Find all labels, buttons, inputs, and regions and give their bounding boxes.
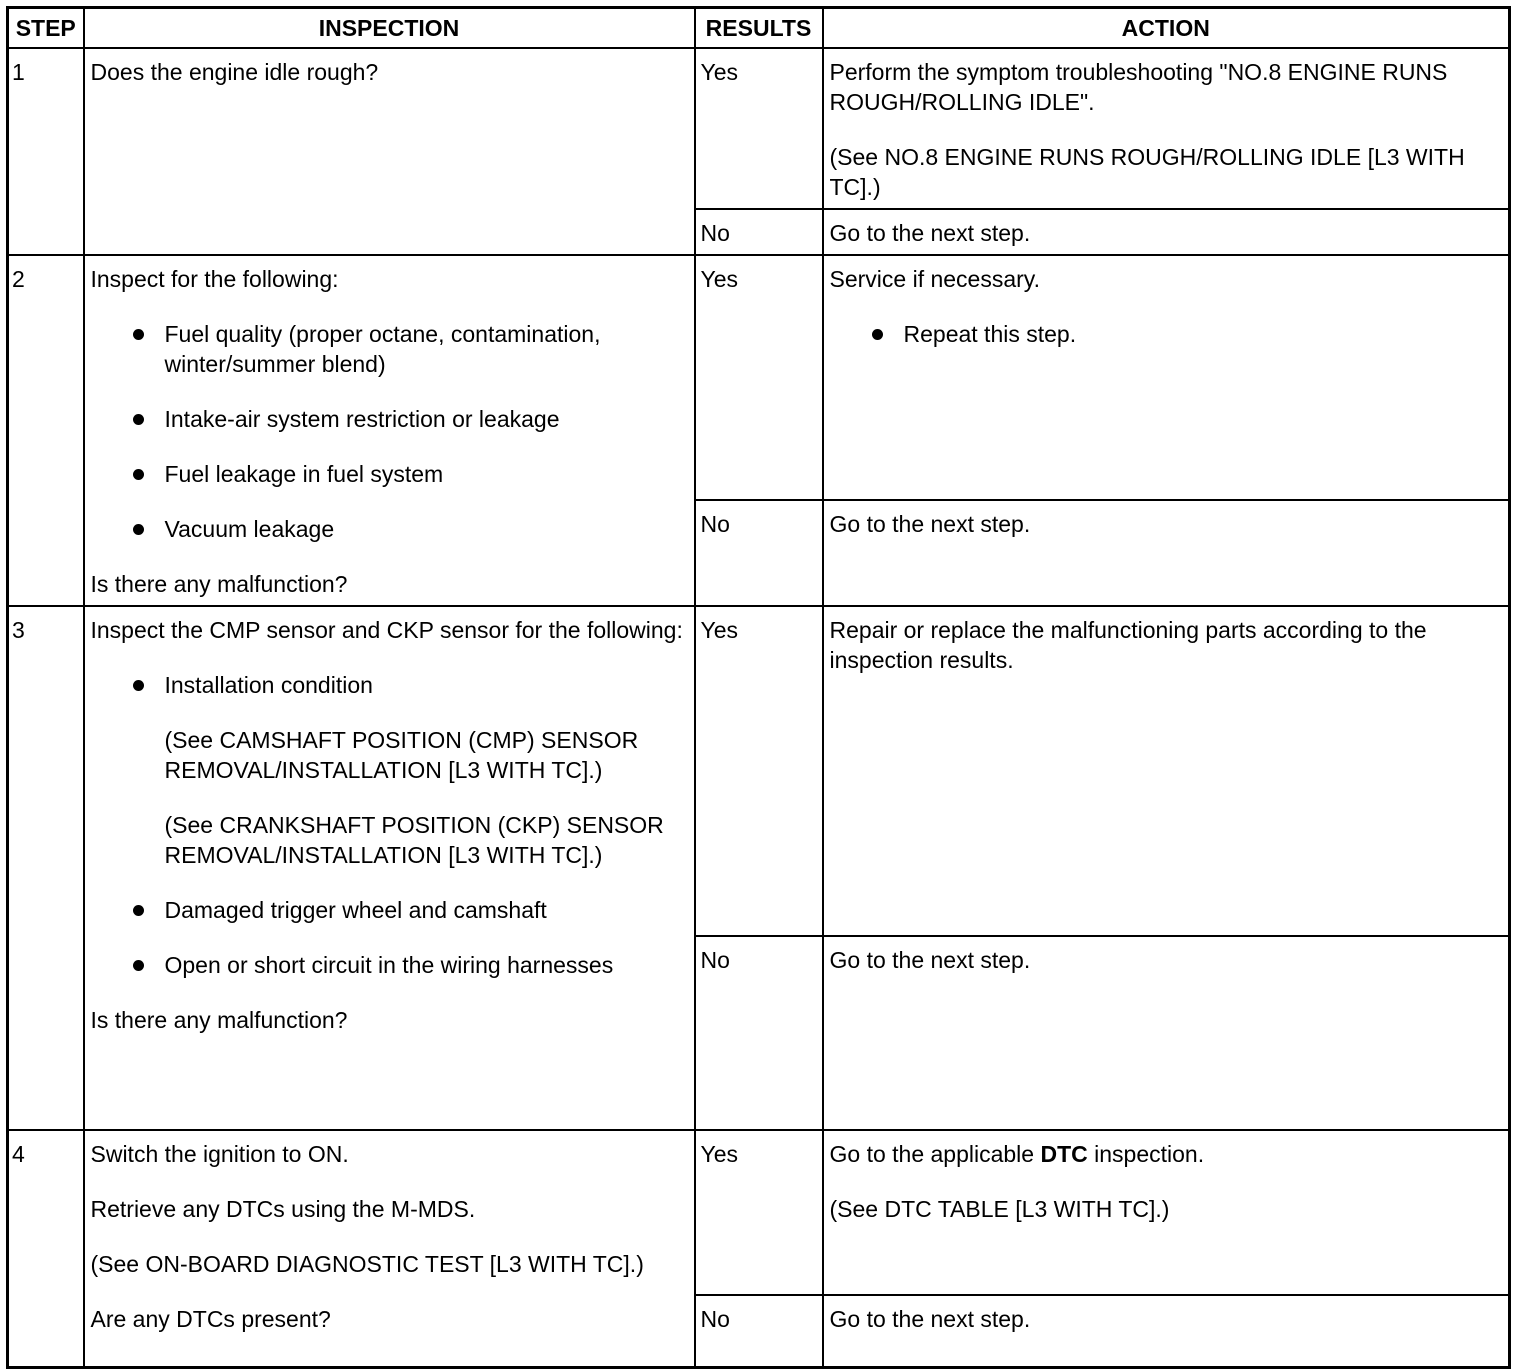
header-action: ACTION [823,8,1510,49]
reference-link[interactable]: (See CAMSHAFT POSITION (CMP) SENSOR REMOVAL/INSTALLATION [L3 WITH TC].) [164,727,639,783]
bullet-icon [133,680,144,691]
inspection-cell [84,255,695,606]
inspection-question: Is there any malfunction? [90,1007,348,1033]
action-reference: (See NO.8 ENGINE RUNS ROUGH/ROLLING IDLE [L3 WITH TC].) [829,144,1465,200]
result-yes: Yes [695,255,823,500]
inspection-cell [84,48,695,255]
action-text: Go to the next step. [823,936,1510,1130]
inspection-text: Retrieve any DTCs using the M-MDS. [90,1196,476,1222]
action-text: Perform the symptom troubleshooting "NO.8 ENGINE RUNS ROUGH/ROLLING IDLE". [829,59,1448,115]
result-no: No [695,209,823,255]
reference-link[interactable]: (See DTC TABLE [L3 WITH TC].) [829,1196,1170,1222]
list-item: Fuel quality (proper octane, contamination, winter/summer blend) [165,319,688,379]
action-text: Go to the next step. [823,209,1510,255]
inspection-question: Is there any malfunction? [90,571,348,597]
inspection-cell [84,1130,695,1367]
troubleshooting-page [6,6,1508,1357]
inspection-cell [84,606,695,1130]
bullet-icon [133,905,144,916]
result-no: No [695,936,823,1130]
result-no: No [695,500,823,606]
inspection-list [91,670,688,980]
inspection-question: Are any DTCs present? [90,1306,331,1332]
list-item: Open or short circuit in the wiring harnesses [165,950,688,980]
action-text: Repair or replace the malfunctioning parts according to the inspection results. [823,606,1510,936]
action-cell [823,48,1510,209]
inspection-text: Switch the ignition to ON. [90,1141,349,1167]
dtc-keyword: DTC [1040,1141,1088,1167]
inspection-text: Inspect for the following: [90,266,339,292]
list-item: Installation condition (See CAMSHAFT POSITION (CMP) SENSOR REMOVAL/INSTALLATION [L3 WITH TC].) (See CRANKSHAFT POSITION (CKP) SENSOR REMOVAL/INSTALLATION [L3 WITH TC].) [165,670,688,870]
table-row [8,255,1510,500]
header-step: STEP [8,8,84,49]
bullet-icon [133,524,144,535]
action-text: Service if necessary. [829,266,1040,292]
result-yes: Yes [695,606,823,936]
result-yes: Yes [695,48,823,209]
list-item: Repeat this step. [904,319,1503,349]
bullet-icon [133,414,144,425]
inspection-text: Inspect the CMP sensor and CKP sensor for the following: [90,617,683,643]
action-text: Go to the next step. [823,500,1510,606]
step-number: 2 [8,255,84,606]
header-row [8,8,1510,49]
action-cell [823,1130,1510,1295]
reference-link[interactable]: (See CRANKSHAFT POSITION (CKP) SENSOR REMOVAL/INSTALLATION [L3 WITH TC].) [164,812,664,868]
bullet-icon [133,469,144,480]
header-inspection: INSPECTION [84,8,695,49]
header-results: RESULTS [695,8,823,49]
result-no: No [695,1295,823,1367]
list-item: Intake-air system restriction or leakage [165,404,688,434]
bullet-icon [872,329,883,340]
list-item: Damaged trigger wheel and camshaft [165,895,688,925]
action-cell [823,255,1510,500]
table-row [8,1130,1510,1295]
bullet-icon [133,960,144,971]
action-text: Go to the applicable DTC inspection. [829,1141,1205,1167]
reference-link[interactable]: (See ON-BOARD DIAGNOSTIC TEST [L3 WITH TC].) [90,1251,644,1277]
diagnostic-table [6,6,1511,1369]
action-text: Go to the next step. [823,1295,1510,1367]
list-item: Fuel leakage in fuel system [165,459,688,489]
table-row [8,606,1510,936]
step-number: 4 [8,1130,84,1367]
inspection-list [91,319,688,544]
list-item: Vacuum leakage [165,514,688,544]
result-yes: Yes [695,1130,823,1295]
action-list [830,319,1503,349]
step-number: 1 [8,48,84,255]
step-number: 3 [8,606,84,1130]
bullet-icon [133,329,144,340]
table-row [8,48,1510,209]
inspection-text: Does the engine idle rough? [90,59,379,85]
